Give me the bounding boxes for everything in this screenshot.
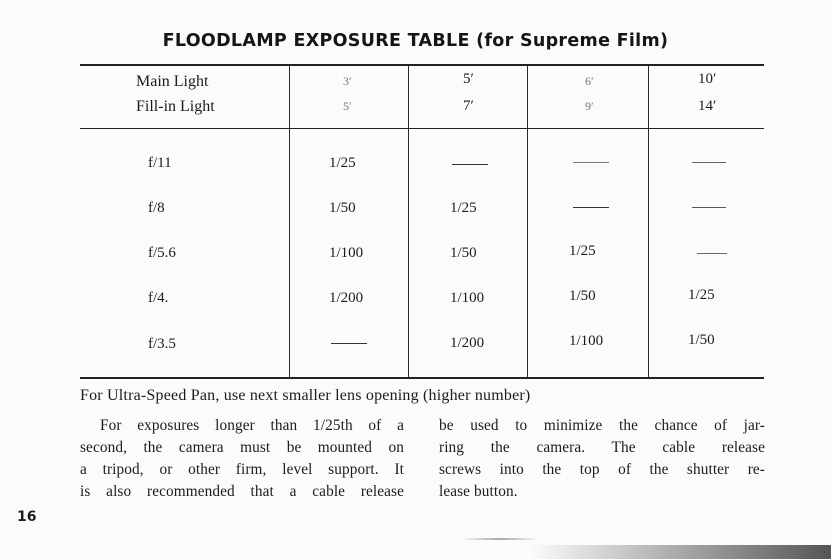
fill-light-distance: 7′ [463, 98, 474, 114]
aperture-label: f/11 [148, 155, 172, 171]
shutter-speed-cell: 1/25 [329, 155, 356, 171]
paragraph-line: screws into the top of the shutter re- [439, 461, 765, 478]
aperture-label: f/8 [148, 200, 165, 216]
paragraph-line: a tripod, or other firm, level support. It [80, 461, 404, 478]
aperture-label: f/5.6 [148, 245, 176, 261]
page-smudge [460, 538, 540, 540]
shutter-speed-cell: 1/25 [569, 243, 596, 259]
no-exposure-dash [697, 253, 727, 254]
paragraph-line: For exposures longer than 1/25th of a [100, 417, 404, 434]
main-light-distance: 10′ [698, 71, 717, 87]
row-label-main-light: Main Light [136, 73, 209, 90]
shutter-speed-cell: 1/100 [450, 290, 485, 306]
fill-light-distance: 14′ [698, 98, 717, 114]
paragraph-line: ring the camera. The cable release [439, 439, 765, 456]
page-title: FLOODLAMP EXPOSURE TABLE (for Supreme Film) [162, 31, 669, 51]
shutter-speed-cell: 1/25 [688, 287, 715, 303]
no-exposure-dash [452, 164, 488, 165]
table-column-divider [289, 66, 290, 377]
no-exposure-dash [692, 207, 726, 208]
paragraph-line: lease button. [439, 483, 518, 500]
table-bottom-rule [80, 377, 764, 379]
row-label-fill-in-light: Fill-in Light [136, 98, 215, 115]
shutter-speed-cell: 1/50 [688, 332, 715, 348]
no-exposure-dash [331, 343, 367, 344]
shutter-speed-cell: 1/50 [569, 288, 596, 304]
main-light-distance: 6′ [585, 74, 594, 88]
aperture-label: f/3.5 [148, 336, 176, 352]
paragraph-left [80, 415, 404, 503]
paragraph-line: be used to minimize the chance of jar- [439, 417, 765, 434]
shutter-speed-cell: 1/25 [450, 200, 477, 216]
fill-light-distance: 9′ [585, 99, 594, 113]
shutter-speed-cell: 1/100 [569, 333, 604, 349]
main-light-distance: 3′ [343, 74, 352, 88]
ultra-speed-note: For Ultra-Speed Pan, use next smaller lens opening (higher number) [80, 387, 531, 404]
shutter-speed-cell: 1/200 [329, 290, 364, 306]
shutter-speed-cell: 1/100 [329, 245, 364, 261]
table-column-divider [648, 66, 649, 377]
paragraph-right [439, 415, 765, 503]
main-light-distance: 5′ [463, 71, 474, 87]
table-column-divider [408, 66, 409, 377]
no-exposure-dash [692, 162, 726, 163]
shutter-speed-cell: 1/200 [450, 335, 485, 351]
paragraph-line: is also recommended that a cable release [80, 483, 404, 500]
table-column-divider [527, 66, 528, 377]
page-number: 16 [17, 509, 37, 525]
no-exposure-dash [573, 207, 609, 208]
page-edge-shadow [531, 545, 831, 559]
shutter-speed-cell: 1/50 [329, 200, 356, 216]
paragraph-line: second, the camera must be mounted on [80, 439, 404, 456]
table-top-rule [80, 64, 764, 66]
aperture-label: f/4. [148, 290, 169, 306]
shutter-speed-cell: 1/50 [450, 245, 477, 261]
table-header-rule [80, 128, 764, 129]
no-exposure-dash [573, 162, 609, 163]
fill-light-distance: 5′ [343, 99, 352, 113]
